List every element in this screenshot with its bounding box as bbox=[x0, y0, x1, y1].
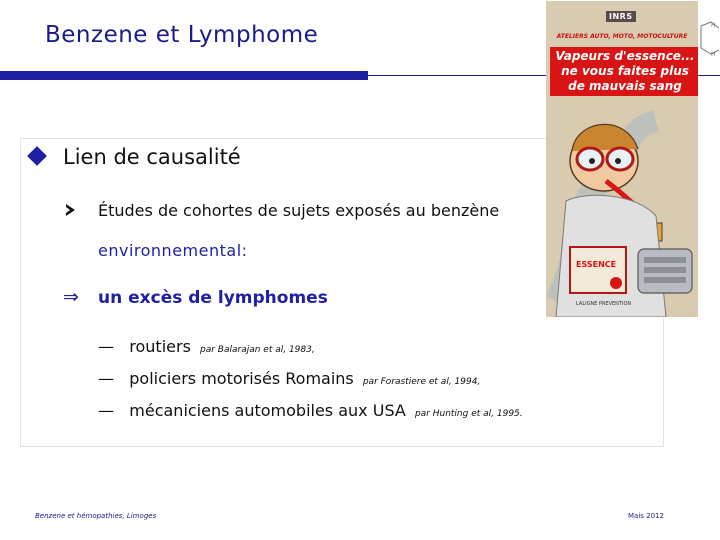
inrs-logo: INRS bbox=[606, 11, 636, 22]
study-reference: par Balarajan et al, 1983, bbox=[200, 345, 315, 355]
cohort-studies-line2: environnemental: bbox=[98, 241, 248, 260]
svg-text:H: H bbox=[711, 51, 716, 58]
arrow-bullet-icon bbox=[66, 204, 75, 216]
dash-bullet-icon: — bbox=[98, 401, 114, 420]
lymphoma-excess: un excès de lymphomes bbox=[98, 288, 328, 308]
title-rule-thick bbox=[0, 71, 368, 80]
cohort-studies-line1: Études de cohortes de sujets exposés au benzène bbox=[98, 201, 500, 220]
mechanic-illustration bbox=[546, 1, 698, 317]
heading-causality: Lien de causalité bbox=[63, 145, 241, 169]
study-reference: par Forastiere et al, 1994, bbox=[362, 377, 481, 387]
slide-title: Benzene et Lymphome bbox=[45, 22, 319, 48]
study-label: policiers motorisés Romains bbox=[129, 369, 354, 388]
fuel-can-label: ESSENCE bbox=[576, 260, 617, 269]
footer-date: Mais 2012 bbox=[628, 512, 664, 520]
svg-text:H: H bbox=[711, 22, 716, 29]
study-reference: par Hunting et al, 1995. bbox=[414, 409, 523, 419]
poster-credit: LALIGNE PREVENTION bbox=[576, 301, 632, 307]
study-label: routiers bbox=[129, 337, 191, 356]
study-label: mécaniciens automobiles aux USA bbox=[129, 401, 406, 420]
inrs-poster-image bbox=[546, 1, 698, 317]
poster-headline: Vapeurs d'essence... ne vous faites plus de mauvais sang bbox=[550, 47, 698, 96]
study-item bbox=[98, 337, 315, 356]
footer-event: Benzene et hémopathies, Limoges bbox=[35, 512, 157, 520]
dash-bullet-icon: — bbox=[98, 369, 114, 388]
dash-bullet-icon: — bbox=[98, 337, 114, 356]
study-item bbox=[98, 401, 523, 420]
implies-arrow-icon: ⇒ bbox=[63, 286, 79, 308]
benzene-structure-icon bbox=[699, 18, 720, 60]
poster-banner: ATELIERS AUTO, MOTO, MOTOCULTURE bbox=[556, 33, 688, 40]
study-item bbox=[98, 369, 480, 388]
